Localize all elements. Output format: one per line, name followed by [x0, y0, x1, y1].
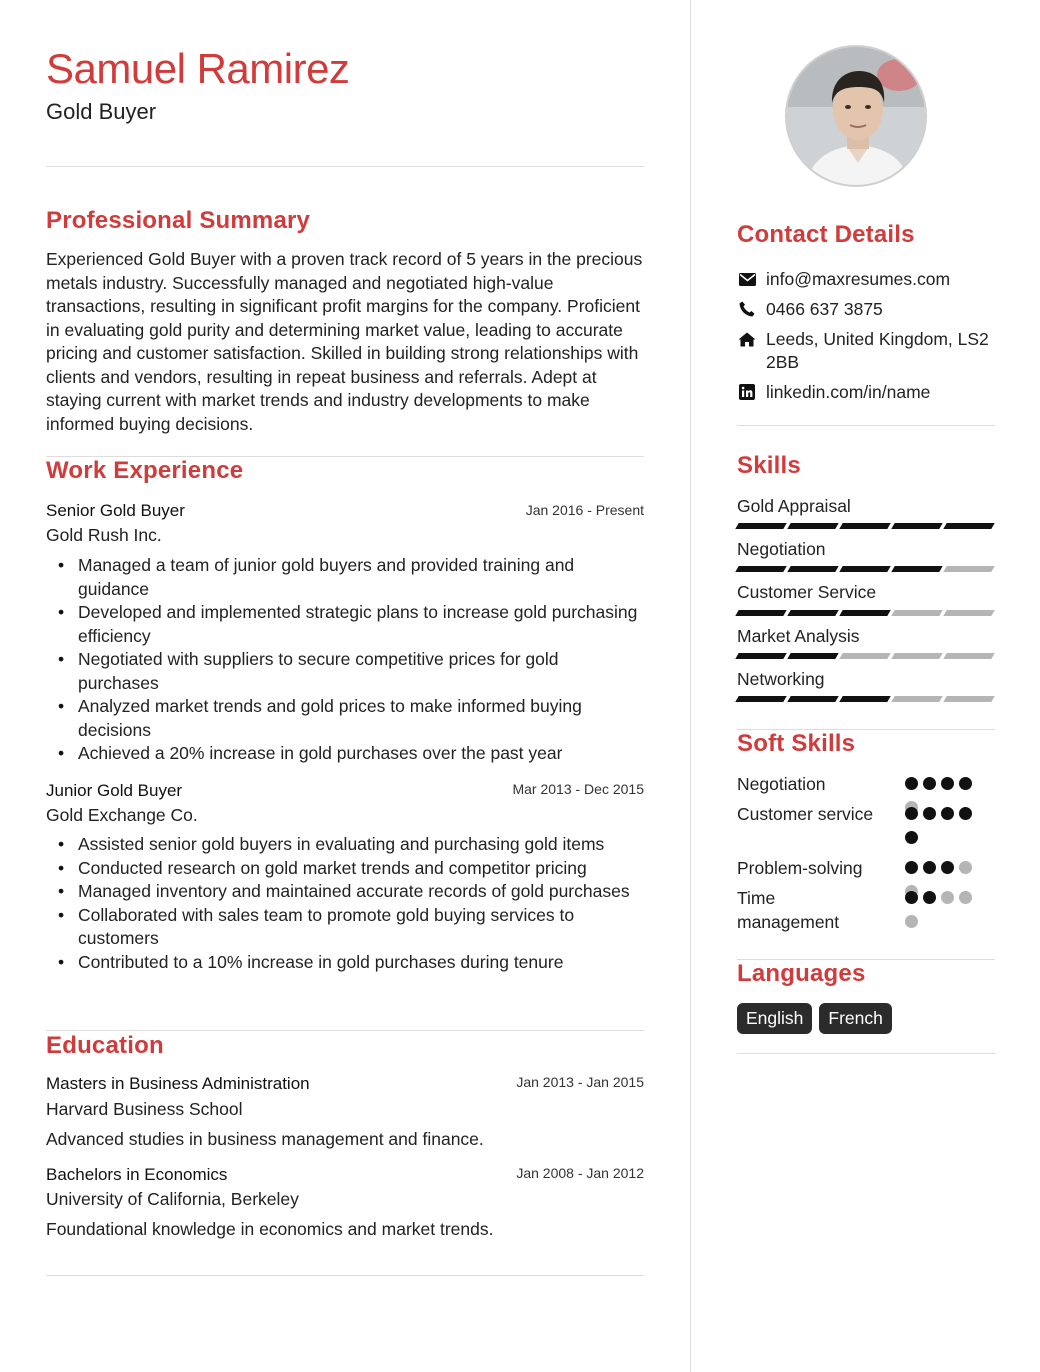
skill-level-bar	[737, 610, 993, 616]
skill-level-bar	[737, 523, 993, 529]
job-bullet: • Assisted senior gold buyers in evaluating and purchasing gold items	[78, 833, 638, 857]
soft-skill-rating	[905, 891, 985, 939]
phone-icon	[737, 299, 757, 319]
skill-name: Gold Appraisal	[737, 496, 851, 516]
skill-segment-empty	[891, 696, 942, 702]
degree-title: Bachelors in Economics	[46, 1165, 228, 1184]
skill-segment-filled	[891, 566, 942, 572]
rating-dot-filled	[959, 807, 972, 820]
home-icon	[737, 329, 757, 349]
soft-skill-name: Problem-solving	[737, 858, 863, 878]
skill-segment-filled	[787, 566, 838, 572]
job-bullet: • Analyzed market trends and gold prices to make informed buying decisions	[78, 695, 638, 742]
skill-segment-empty	[943, 610, 994, 616]
skill-segment-filled	[839, 566, 890, 572]
contact-linkedin[interactable]	[737, 381, 995, 404]
summary-text: Experienced Gold Buyer with a proven track record of 5 years in the precious metals industry. Successfully managed and negotiated high-value transactions, resulting in significant profit margins for the company. Proficient in evaluating gold purity and determining market value, leading to accurate pricing and customer satisfaction. Skilled in building strong relationships with clients and vendors, resulting in repeat business and referrals. Adept at staying current with market trends and industry developments to make informed buying decisions.	[46, 249, 643, 434]
skill-segment-empty	[839, 653, 890, 659]
rating-dot-filled	[941, 861, 954, 874]
skills-title: Skills	[737, 452, 801, 479]
job-bullet: • Collaborated with sales team to promote gold buying services to customers	[78, 904, 638, 951]
skill-segment-empty	[891, 610, 942, 616]
job-bullet: • Conducted research on gold market trends and competitor pricing	[78, 857, 638, 881]
rating-dot-filled	[905, 891, 918, 904]
rating-dot-filled	[905, 777, 918, 790]
job-company: Gold Exchange Co.	[46, 805, 198, 825]
job-title: Junior Gold Buyer	[46, 781, 183, 800]
profile-photo	[785, 45, 927, 187]
job-bullet: • Developed and implemented strategic plans to increase gold purchasing efficiency	[78, 601, 638, 648]
skill-segment-filled	[839, 696, 890, 702]
soft-skill-name: Customer service	[737, 804, 874, 824]
job-bullets	[78, 554, 638, 766]
skill-segment-filled	[735, 523, 786, 529]
skill-segment-filled	[787, 696, 838, 702]
skill-name: Market Analysis	[737, 626, 860, 646]
skill-name: Networking	[737, 669, 825, 689]
job-bullet: • Negotiated with suppliers to secure competitive prices for gold purchases	[78, 648, 638, 695]
job-bullet: • Managed inventory and maintained accurate records of gold purchases	[78, 880, 638, 904]
rating-dot-empty	[905, 915, 918, 928]
job-bullet: • Achieved a 20% increase in gold purchases over the past year	[78, 742, 638, 766]
school-name: University of California, Berkeley	[46, 1189, 299, 1209]
skill-segment-filled	[787, 610, 838, 616]
skill-segment-filled	[787, 523, 838, 529]
contact-email-text: info@maxresumes.com	[766, 269, 951, 289]
contact-address	[737, 328, 995, 374]
rating-dot-empty	[959, 891, 972, 904]
languages-title: Languages	[737, 960, 866, 987]
education-title: Education	[46, 1032, 164, 1059]
skill-name: Negotiation	[737, 539, 826, 559]
rating-dot-filled	[905, 861, 918, 874]
rating-dot-filled	[905, 807, 918, 820]
rating-dot-empty	[941, 891, 954, 904]
column-divider	[690, 0, 691, 1372]
skill-segment-filled	[735, 610, 786, 616]
rating-dot-filled	[923, 891, 936, 904]
skill-segment-filled	[839, 523, 890, 529]
rating-dot-filled	[941, 807, 954, 820]
skill-segment-filled	[839, 610, 890, 616]
soft-skills-title: Soft Skills	[737, 730, 856, 757]
degree-date: Jan 2008 - Jan 2012	[516, 1165, 644, 1181]
job-title: Senior Gold Buyer	[46, 501, 185, 520]
languages-list	[737, 1003, 892, 1034]
language-badge: English	[737, 1003, 812, 1034]
header-divider	[46, 166, 644, 167]
soft-skill-rating	[905, 807, 985, 855]
skill-segment-empty	[943, 696, 994, 702]
degree-description: Foundational knowledge in economics and market trends.	[46, 1219, 494, 1239]
skill-segment-filled	[735, 696, 786, 702]
degree-description: Advanced studies in business management and finance.	[46, 1129, 484, 1149]
job-bullet: • Contributed to a 10% increase in gold purchases during tenure	[78, 951, 638, 975]
contact-linkedin-text: linkedin.com/in/name	[766, 382, 931, 402]
job-date: Mar 2013 - Dec 2015	[512, 781, 644, 797]
skill-level-bar	[737, 653, 993, 659]
job-date: Jan 2016 - Present	[525, 502, 644, 518]
skill-segment-filled	[943, 523, 994, 529]
rating-dot-filled	[923, 807, 936, 820]
envelope-icon	[737, 269, 757, 289]
language-badge: French	[819, 1003, 891, 1034]
rating-dot-filled	[959, 777, 972, 790]
contact-address-text: Leeds, United Kingdom, LS2 2BB	[766, 329, 989, 372]
candidate-role: Gold Buyer	[46, 99, 157, 124]
degree-title: Masters in Business Administration	[46, 1074, 310, 1093]
linkedin-icon	[737, 382, 757, 402]
candidate-name: Samuel Ramirez	[46, 45, 350, 92]
experience-title: Work Experience	[46, 457, 244, 484]
person-photo-icon	[787, 47, 927, 187]
summary-title: Professional Summary	[46, 207, 311, 234]
job-company: Gold Rush Inc.	[46, 525, 162, 545]
soft-skill-name: Negotiation	[737, 774, 826, 794]
contact-title: Contact Details	[737, 221, 915, 248]
education-divider	[46, 1275, 644, 1276]
skill-name: Customer Service	[737, 582, 877, 602]
skill-segment-filled	[891, 523, 942, 529]
rating-dot-filled	[923, 861, 936, 874]
skill-level-bar	[737, 566, 993, 572]
job-bullets	[78, 833, 638, 974]
skill-segment-empty	[943, 566, 994, 572]
rating-dot-filled	[941, 777, 954, 790]
contact-divider	[737, 425, 995, 426]
skill-segment-filled	[735, 566, 786, 572]
degree-date: Jan 2013 - Jan 2015	[516, 1074, 644, 1090]
languages-divider	[737, 1053, 995, 1054]
contact-phone[interactable]	[737, 298, 995, 321]
skill-segment-empty	[943, 653, 994, 659]
skill-segment-filled	[735, 653, 786, 659]
rating-dot-empty	[959, 861, 972, 874]
school-name: Harvard Business School	[46, 1099, 243, 1119]
skill-segment-filled	[787, 653, 838, 659]
job-bullet: • Managed a team of junior gold buyers and provided training and guidance	[78, 554, 638, 601]
skill-level-bar	[737, 696, 993, 702]
rating-dot-filled	[923, 777, 936, 790]
skill-segment-empty	[891, 653, 942, 659]
soft-skill-name: Time management	[737, 888, 840, 932]
rating-dot-filled	[905, 831, 918, 844]
contact-phone-text: 0466 637 3875	[766, 299, 883, 319]
contact-email[interactable]	[737, 268, 995, 291]
